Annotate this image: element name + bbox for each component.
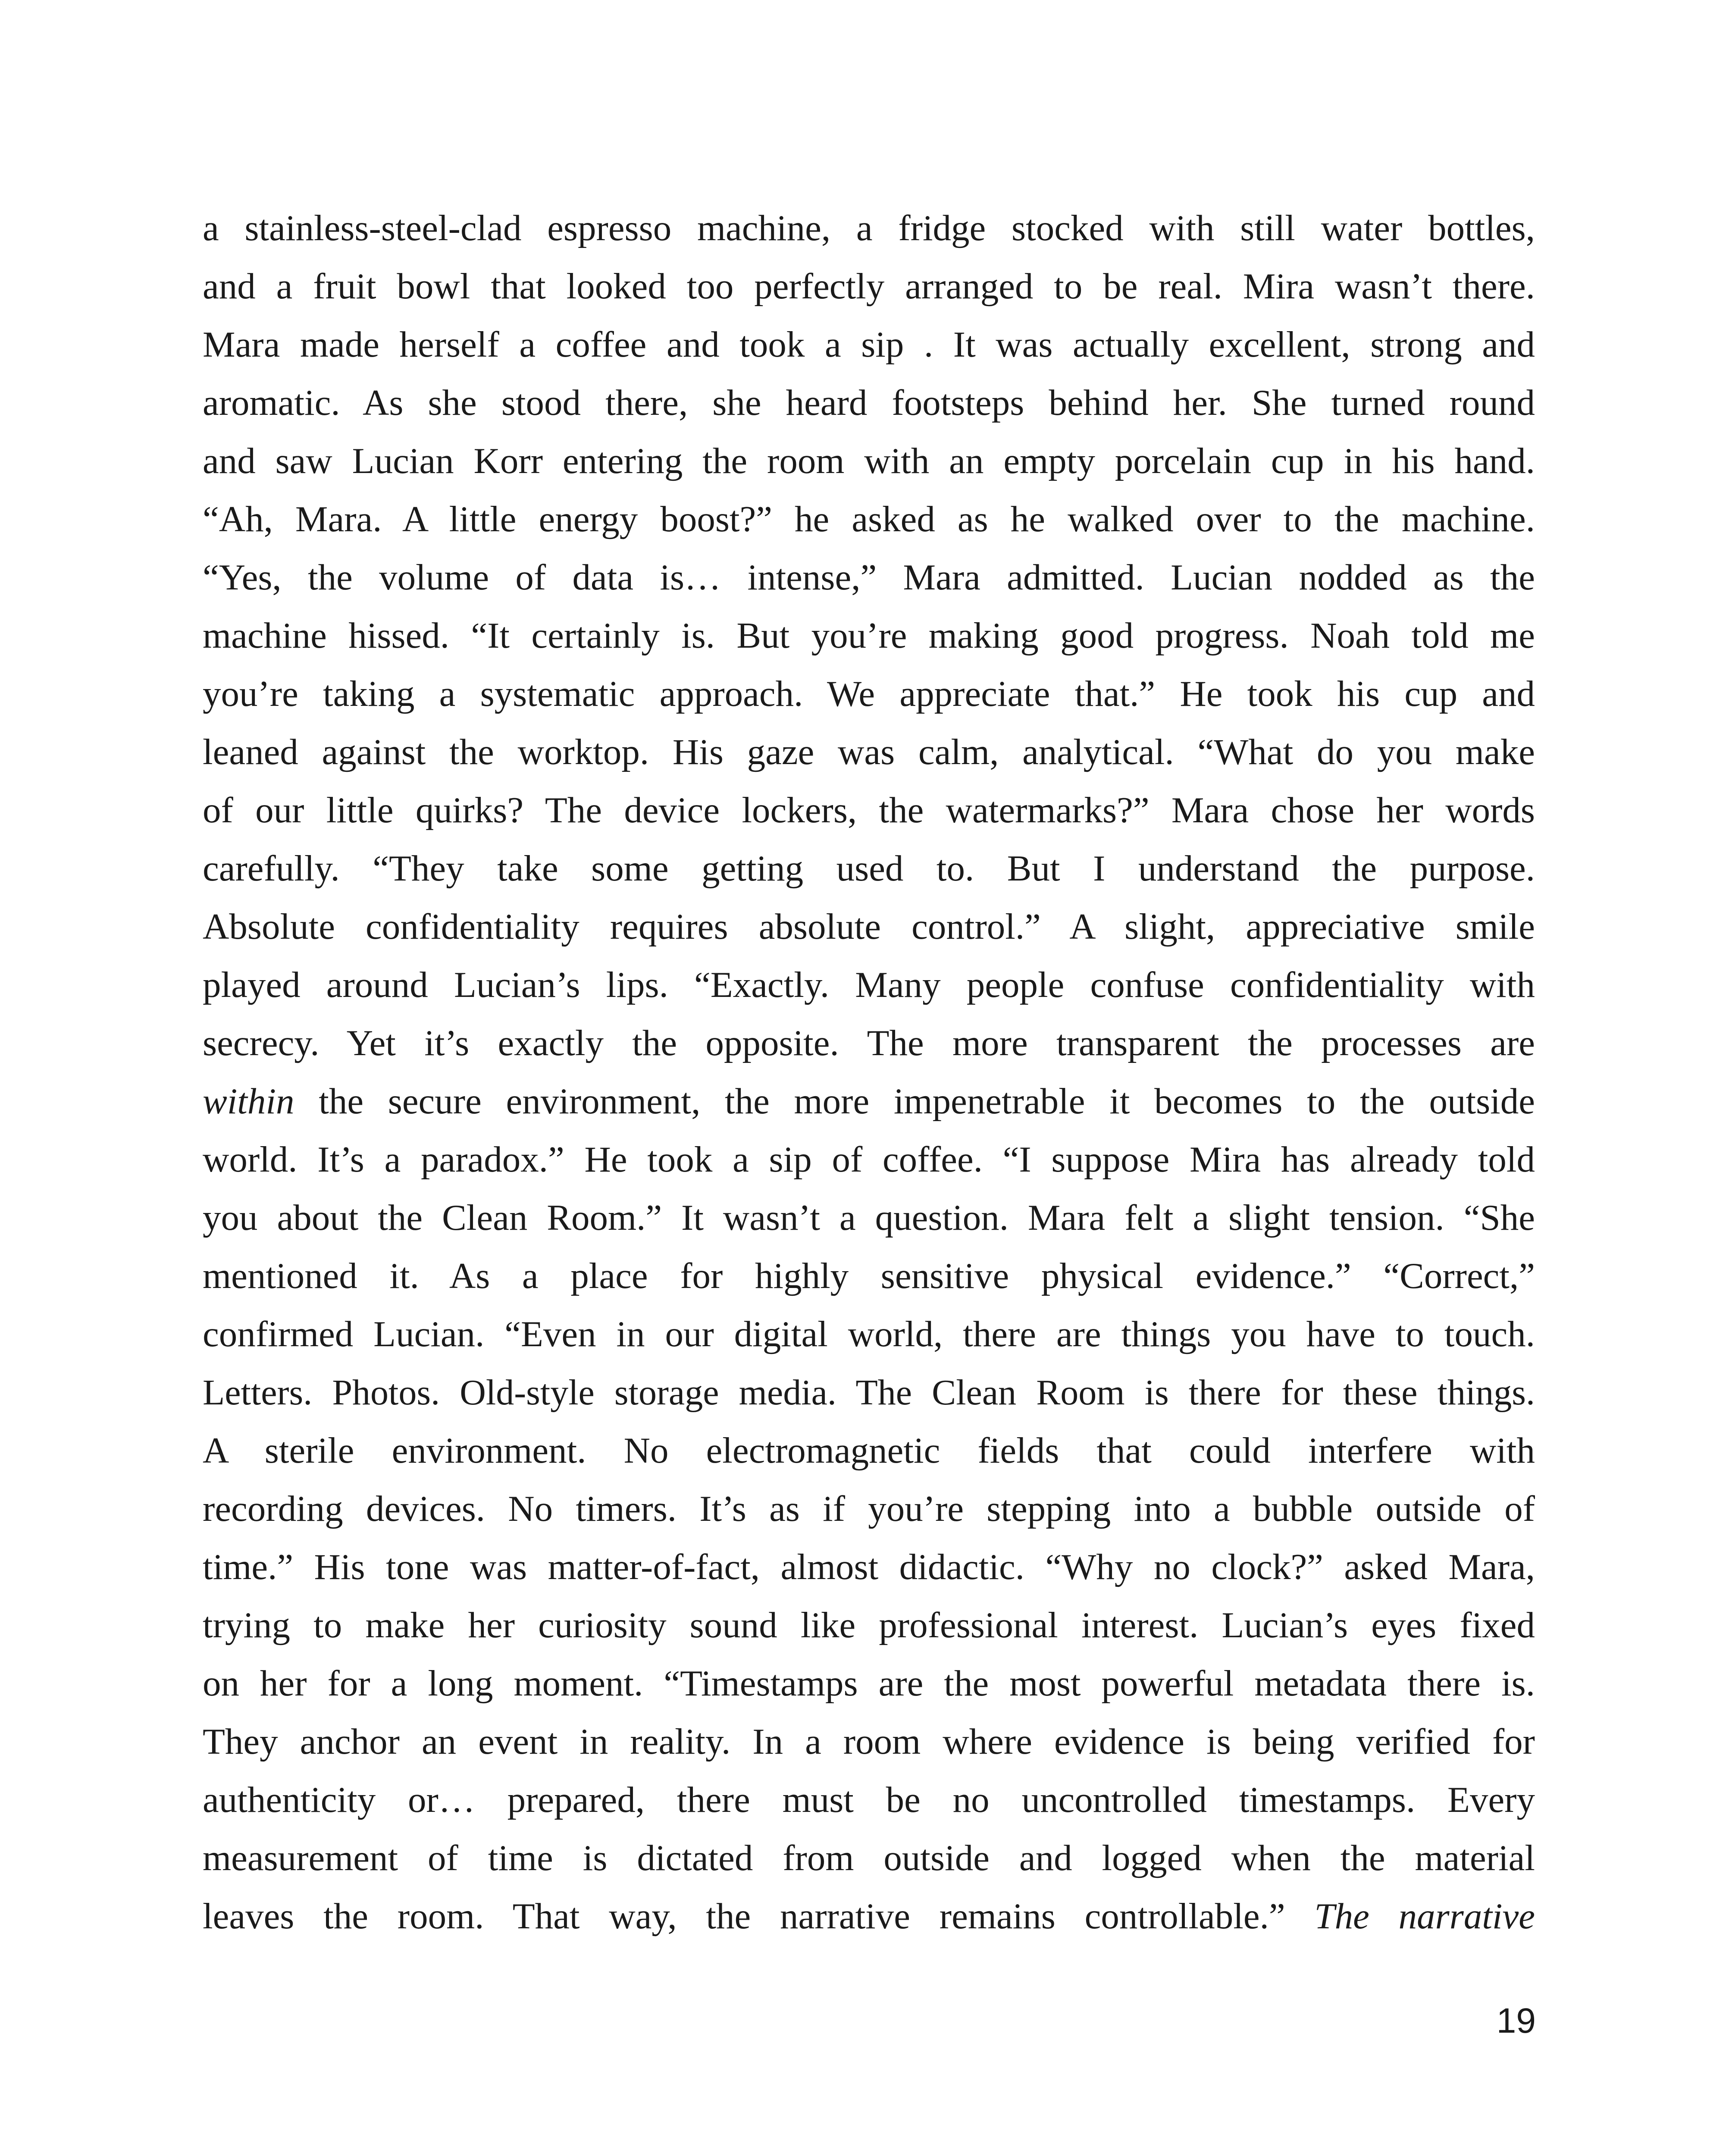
text-run: leaves the room. That way, the narrative remains controllable.”: [203, 1896, 1315, 1937]
text-line: mentioned it. As a place for highly sensitive physical evidence.” “Correct,”: [203, 1256, 1535, 1296]
text-line: carefully. “They take some getting used to. But I understand the purpose.: [203, 848, 1535, 889]
text-line: They anchor an event in reality. In a room where evidence is being verified for: [203, 1721, 1535, 1762]
text-line: [203, 1072, 1535, 1131]
italic-text: within: [203, 1081, 294, 1122]
text-line: of our little quirks? The device lockers, the watermarks?” Mara chose her words: [203, 790, 1535, 830]
text-line: A sterile environment. No electromagnetic fields that could interfere with: [203, 1430, 1535, 1471]
text-line: world. It’s a paradox.” He took a sip of coffee. “I suppose Mira has already told: [203, 1139, 1535, 1180]
text-line: played around Lucian’s lips. “Exactly. Many people confuse confidentiality with: [203, 965, 1535, 1005]
body-text: [203, 199, 1535, 1946]
text-line: Mara made herself a coffee and took a sip . It was actually excellent, strong and: [203, 324, 1535, 365]
text-line: Letters. Photos. Old-style storage media. The Clean Room is there for these things.: [203, 1373, 1535, 1413]
text-line: you about the Clean Room.” It wasn’t a question. Mara felt a slight tension. “She: [203, 1197, 1535, 1238]
text-line: you’re taking a systematic approach. We appreciate that.” He took his cup and: [203, 674, 1535, 714]
text-line: “Ah, Mara. A little energy boost?” he asked as he walked over to the machine.: [203, 499, 1535, 539]
text-line: leaned against the worktop. His gaze was calm, analytical. “What do you make: [203, 732, 1535, 772]
text-line: machine hissed. “It certainly is. But you’re making good progress. Noah told me: [203, 615, 1535, 656]
page-number: 19: [1496, 2001, 1536, 2040]
text-line: time.” His tone was matter-of-fact, almost didactic. “Why no clock?” asked Mara,: [203, 1547, 1535, 1587]
italic-text: The narrative: [1314, 1896, 1535, 1937]
text-line: confirmed Lucian. “Even in our digital world, there are things you have to touch.: [203, 1314, 1535, 1354]
text-line: Absolute confidentiality requires absolute control.” A slight, appreciative smile: [203, 906, 1535, 947]
text-line: a stainless-steel-clad espresso machine, a fridge stocked with still water bottles,: [203, 208, 1535, 248]
text-line: authenticity or… prepared, there must be no uncontrolled timestamps. Every: [203, 1780, 1535, 1820]
text-run: the secure environment, the more impenetrable it becomes to the outside: [294, 1081, 1535, 1122]
text-line: trying to make her curiosity sound like professional interest. Lucian’s eyes fixed: [203, 1605, 1535, 1645]
text-line: measurement of time is dictated from outside and logged when the material: [203, 1838, 1535, 1878]
text-line: and saw Lucian Korr entering the room with an empty porcelain cup in his hand.: [203, 441, 1535, 481]
text-line: “Yes, the volume of data is… intense,” Mara admitted. Lucian nodded as the: [203, 557, 1535, 598]
text-line: [203, 1887, 1535, 1946]
text-line: recording devices. No timers. It’s as if you’re stepping into a bubble outside of: [203, 1489, 1535, 1529]
text-line: secrecy. Yet it’s exactly the opposite. The more transparent the processes are: [203, 1023, 1535, 1063]
text-line: and a fruit bowl that looked too perfectly arranged to be real. Mira wasn’t there.: [203, 266, 1535, 307]
text-line: aromatic. As she stood there, she heard footsteps behind her. She turned round: [203, 382, 1535, 423]
text-line: on her for a long moment. “Timestamps are the most powerful metadata there is.: [203, 1663, 1535, 1704]
